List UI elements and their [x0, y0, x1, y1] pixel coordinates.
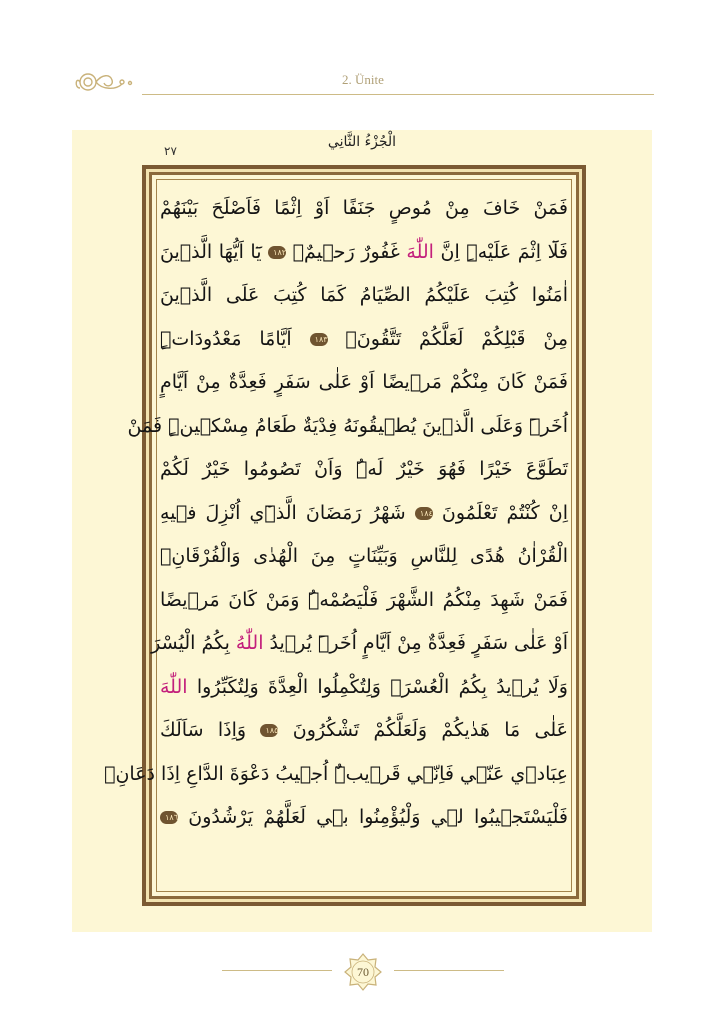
verse-text: فَمَنْ خَافَ مِنْ مُوصٍ جَنَفًا اَوْ اِثْمًا فَاَصْلَحَ بَيْنَهُمْ — [160, 197, 568, 219]
verse-text: بِكُمُ الْيُسْرَ — [151, 632, 236, 654]
footer-rule-right — [394, 970, 504, 971]
verse-text: وَلَا يُر۪يدُ بِكُمُ الْعُسْرَۘ وَلِتُكْمِلُوا الْعِدَّةَ وَلِتُكَبِّرُوا — [187, 675, 568, 698]
verse-line — [160, 274, 568, 318]
verse-line — [160, 535, 568, 579]
page-header — [72, 64, 654, 98]
verse-text: اِنْ كُنْتُمْ تَعْلَمُونَ — [432, 501, 568, 524]
verse-line — [160, 709, 568, 753]
verse-line — [160, 448, 568, 492]
verse-text: اٰمَنُوا كُتِبَ عَلَيْكُمُ الصِّيَامُ كَمَا كُتِبَ عَلَى الَّذ۪ينَ — [160, 284, 568, 306]
verse-text: الْقُرْاٰنُ هُدًى لِلنَّاسِ وَبَيِّنَاتٍ مِنَ الْهُدٰى وَالْفُرْقَانِۚ — [160, 545, 568, 567]
verse-text: عِبَاد۪ي عَنّ۪ي فَاِنّ۪ي قَر۪يبٌۜ اُج۪يبُ دَعْوَةَ الدَّاعِ اِذَا دَعَانِۙ — [104, 762, 568, 785]
verse-line — [104, 753, 568, 797]
verse-line — [160, 492, 568, 536]
verse-text: مِنْ قَبْلِكُمْ لَعَلَّكُمْ تَتَّقُونَۙ — [327, 327, 569, 350]
verse-frame — [104, 165, 586, 906]
verse-text: اُخَرَۜ وَعَلَى الَّذ۪ينَ يُط۪يقُونَهُ فِدْيَةٌ طَعَامُ مِسْك۪ينٍۜ فَمَنْ — [127, 414, 568, 437]
page-footer — [222, 950, 504, 994]
verse-line — [160, 361, 568, 405]
verse-line — [160, 231, 568, 275]
verse-text: عَلٰى مَا هَدٰيكُمْ وَلَعَلَّكُمْ تَشْكُرُونَ — [278, 719, 568, 741]
verse-text: اَوْ عَلٰى سَفَرٍ فَعِدَّةٌ مِنْ اَيَّامٍ اُخَرَۜ يُر۪يدُ — [263, 632, 568, 654]
verse-line — [151, 622, 568, 666]
arabic-page-number: ٢٧ — [164, 144, 177, 158]
footer-rule-left — [222, 970, 332, 971]
verse-line — [160, 579, 568, 623]
divine-name: اللّٰهُ — [235, 632, 264, 654]
ayah-number-marker: ١٨٤ — [415, 507, 433, 520]
verse-text: فَمَنْ شَهِدَ مِنْكُمُ الشَّهْرَ فَلْيَصُمْهُۜ وَمَنْ كَانَ مَر۪يضًا — [160, 588, 568, 611]
mushaf-page-panel — [72, 130, 652, 932]
ayah-number-marker: ١٨٦ — [160, 811, 178, 824]
ayah-number-marker: ١٨٥ — [260, 724, 278, 737]
verse-text: فَمَنْ كَانَ مِنْكُمْ مَر۪يضًا اَوْ عَلٰى سَفَرٍ فَعِدَّةٌ مِنْ اَيَّامٍ — [160, 371, 568, 393]
verse-line — [127, 405, 568, 449]
verse-line — [160, 318, 568, 362]
unit-title: 2. Ünite — [342, 72, 384, 87]
verse-text: تَطَوَّعَ خَيْرًا فَهُوَ خَيْرٌ لَهُۜ وَاَنْ تَصُومُوا خَيْرٌ لَكُمْ — [160, 458, 568, 480]
verse-text: اَيَّامًا مَعْدُودَاتٍۜ — [160, 327, 310, 350]
verse-text: فَلْيَسْتَج۪يبُوا ل۪ي وَلْيُؤْمِنُوا ب۪ي لَعَلَّهُمْ يَرْشُدُونَ — [178, 806, 568, 828]
juz-title: الْجُزْءُ الثَّانِي — [327, 134, 397, 150]
verse-text: يَٓا اَيُّهَا الَّذ۪ينَ — [160, 240, 269, 263]
divine-name: اللّٰهَ — [406, 240, 434, 263]
header-rule — [142, 94, 654, 95]
verse-line — [160, 666, 568, 710]
divine-name: اللّٰهَ — [160, 675, 188, 698]
ayah-number-marker: ١٨٢ — [268, 246, 286, 259]
verse-line — [160, 187, 568, 231]
verse-text: غَفُورٌ رَح۪يمٌ۟ — [286, 240, 407, 263]
verse-text: شَهْرُ رَمَضَانَ الَّذ۪ٓي اُنْزِلَ ف۪يهِ — [160, 501, 415, 524]
verse-text-block — [104, 187, 569, 890]
ayah-number-marker: ١٨٣ — [310, 333, 328, 346]
page-number: 70 — [357, 965, 369, 979]
verse-text: وَاِذَا سَاَلَكَ — [160, 719, 261, 741]
verse-text: فَلَٓا اِثْمَ عَلَيْهِۜ اِنَّ — [433, 240, 568, 263]
verse-line — [160, 796, 568, 840]
